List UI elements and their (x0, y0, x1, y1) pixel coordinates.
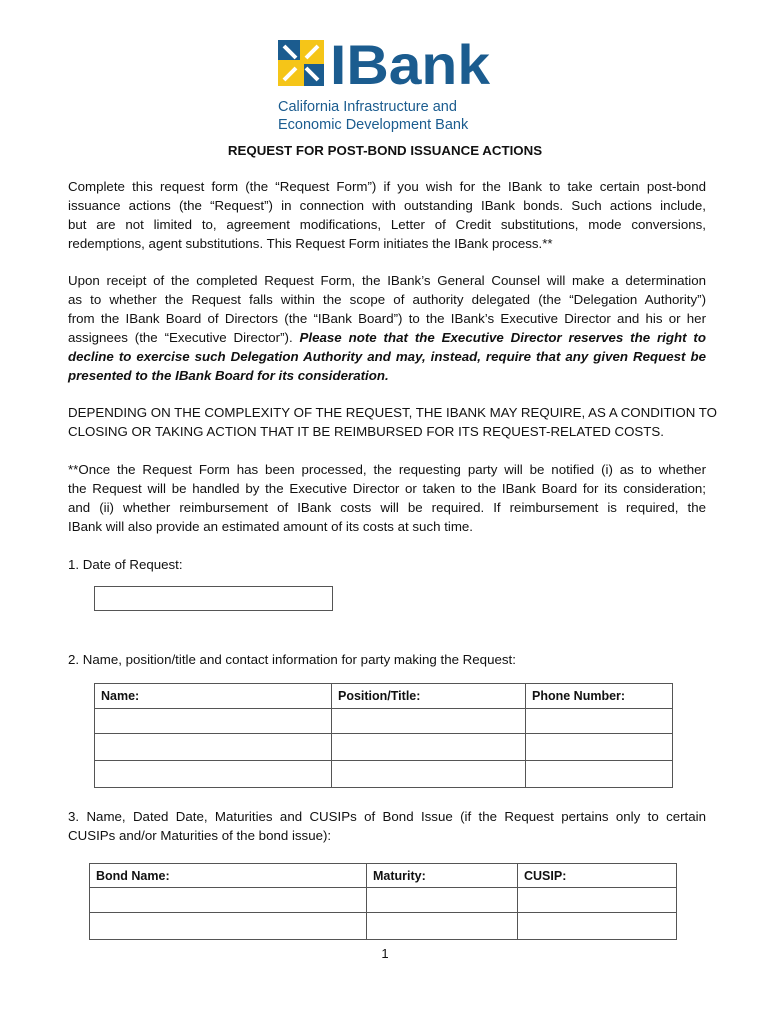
cusip-cell[interactable] (518, 888, 677, 913)
maturity-cell[interactable] (367, 913, 518, 940)
table-row (90, 888, 677, 913)
phone-cell[interactable] (526, 734, 673, 761)
para3-line: CLOSING OR TAKING ACTION THAT IT BE REIMBURSED FOR ITS REQUEST-RELATED COSTS. (68, 424, 664, 439)
name-cell[interactable] (95, 761, 332, 788)
para1-line: issuance actions (the “Request”) in connection with outstanding IBank bonds. Such actions include, (68, 198, 706, 213)
header-name: Name: (95, 684, 332, 709)
para2-line: from the IBank Board of Directors (the “IBank Board”) to the IBank’s Executive Director and his or her (68, 311, 706, 326)
item3-label: 3. Name, Dated Date, Maturities and CUSIPs of Bond Issue (if the Request pertains only to certain (68, 809, 706, 824)
para2-plain: assignees (the “Executive Director”). (68, 330, 300, 345)
para1-line: but are not limited to, agreement modifications, Letter of Credit substitutions, mode conversions, (68, 217, 706, 232)
logo-subtitle-line: Economic Development Bank (278, 117, 469, 133)
bond-name-cell[interactable] (90, 888, 367, 913)
page-title: REQUEST FOR POST-BOND ISSUANCE ACTIONS (227, 143, 543, 158)
para4-line: **Once the Request Form has been processed, the requesting party will be notified (i) as to whether (68, 462, 706, 477)
para2-line: Upon receipt of the completed Request Form, the IBank’s General Counsel will make a determination (68, 273, 706, 288)
item1-label: 1. Date of Request: (68, 557, 183, 572)
logo-subtitle (278, 98, 468, 134)
para2-emphasis-line: presented to the IBank Board for its consideration. (68, 368, 389, 383)
ibank-logo (278, 38, 493, 90)
bond-table (89, 863, 677, 940)
svg-text:IBank: IBank (330, 38, 491, 90)
para4-line: IBank will also provide an estimated amount of its costs at such time. (68, 519, 474, 534)
para2-emphasis-line: decline to exercise such Delegation Authority and may, instead, require that any given Request be (68, 349, 706, 364)
position-cell[interactable] (332, 709, 526, 734)
para1-line: redemptions, agent substitutions. This Request Form initiates the IBank process.** (68, 236, 553, 251)
position-cell[interactable] (332, 734, 526, 761)
table-row (95, 734, 673, 761)
para2-line (68, 328, 706, 347)
name-cell[interactable] (95, 709, 332, 734)
item3-label: CUSIPs and/or Maturities of the bond issue): (68, 828, 332, 843)
cusip-cell[interactable] (518, 913, 677, 940)
table-row (95, 761, 673, 788)
contact-table (94, 683, 673, 788)
position-cell[interactable] (332, 761, 526, 788)
header-cusip: CUSIP: (518, 864, 677, 888)
page-number: 1 (381, 946, 389, 961)
para4-line: the Request will be handled by the Executive Director or taken to the IBank Board for its consideration; (68, 481, 706, 496)
para1-line: Complete this request form (the “Request Form”) if you wish for the IBank to take certain post-bond (68, 179, 706, 194)
header-maturity: Maturity: (367, 864, 518, 888)
maturity-cell[interactable] (367, 888, 518, 913)
date-of-request-field[interactable] (94, 586, 333, 611)
para2-emphasis: Please note that the Executive Director reserves the right to (299, 330, 706, 345)
header-position: Position/Title: (332, 684, 526, 709)
para2-line: as to whether the Request falls within the scope of authority delegated (the “Delegation Authority”) (68, 292, 706, 307)
item2-label: 2. Name, position/title and contact information for party making the Request: (68, 652, 516, 667)
phone-cell[interactable] (526, 761, 673, 788)
para3-line: DEPENDING ON THE COMPLEXITY OF THE REQUEST, THE IBANK MAY REQUIRE, AS A CONDITION TO (68, 405, 717, 420)
logo-subtitle-line: California Infrastructure and (278, 99, 457, 115)
name-cell[interactable] (95, 734, 332, 761)
bond-name-cell[interactable] (90, 913, 367, 940)
table-row (95, 709, 673, 734)
table-row (90, 913, 677, 940)
phone-cell[interactable] (526, 709, 673, 734)
para4-line: and (ii) whether reimbursement of IBank costs will be required. If reimbursement is required, the (68, 500, 706, 515)
header-phone: Phone Number: (526, 684, 673, 709)
header-bond-name: Bond Name: (90, 864, 367, 888)
